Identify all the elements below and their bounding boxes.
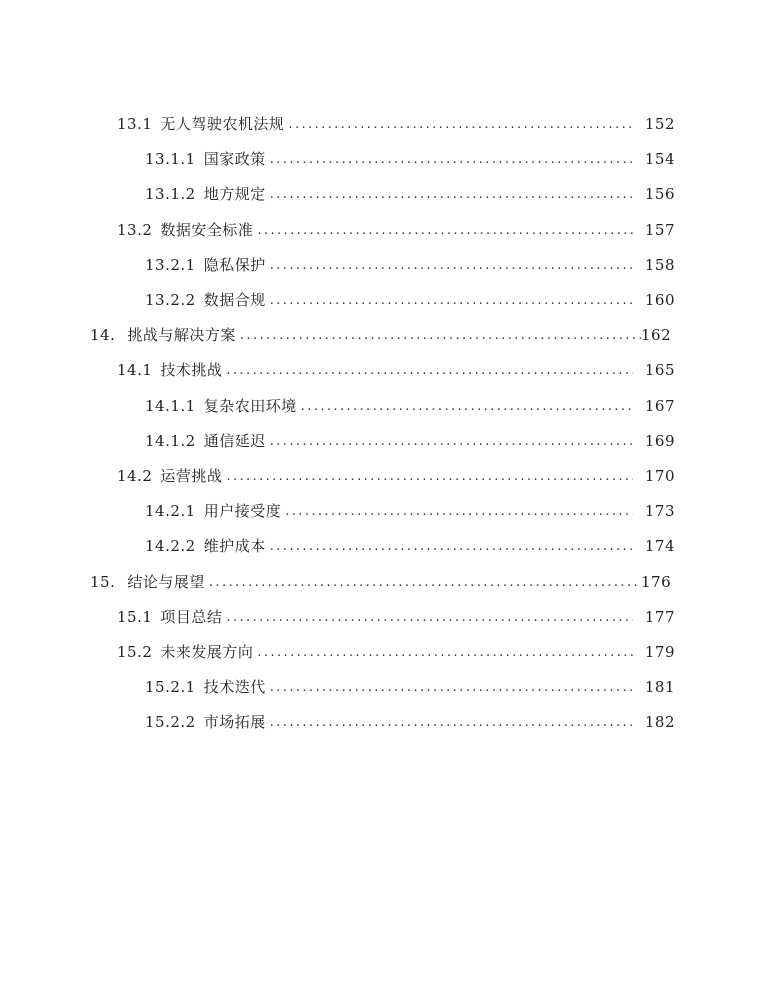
toc-entry[interactable]	[0, 107, 765, 142]
toc-entry-number: 14.1.1	[145, 396, 196, 415]
toc-dot-leader	[270, 716, 633, 729]
toc-dot-leader	[226, 470, 633, 483]
toc-entry[interactable]	[0, 529, 765, 564]
toc-dot-leader	[226, 364, 633, 377]
toc-dot-leader	[270, 153, 633, 166]
toc-entry-page: 177	[644, 607, 675, 626]
toc-entry-number: 14.2.1	[145, 502, 196, 521]
toc-entry-number: 15.2	[117, 642, 153, 661]
toc-entry-page: 174	[644, 537, 675, 556]
toc-dot-leader	[257, 646, 633, 659]
toc-dot-leader	[270, 540, 633, 553]
toc-dot-leader	[270, 294, 633, 307]
toc-entry-page: 162	[641, 326, 672, 345]
toc-entry-title: 数据安全标准	[160, 220, 254, 239]
toc-entry-page: 152	[644, 115, 675, 134]
toc-entry-page: 160	[644, 291, 675, 310]
toc-entry-title: 项目总结	[160, 607, 223, 626]
toc-dot-leader	[209, 576, 641, 589]
toc-entry-title: 通信延迟	[203, 431, 266, 450]
toc-entry-page: 170	[644, 466, 675, 485]
toc-entry[interactable]	[0, 670, 765, 705]
toc-dot-leader	[240, 329, 641, 342]
toc-dot-leader	[226, 611, 633, 624]
toc-entry-title: 维护成本	[203, 537, 266, 556]
toc-entry[interactable]	[0, 389, 765, 424]
toc-entry[interactable]	[0, 142, 765, 177]
toc-entry-page: 182	[644, 713, 675, 732]
toc-entry-page: 165	[644, 361, 675, 380]
toc-entry-title: 复杂农田环境	[203, 396, 297, 415]
toc-dot-leader	[285, 505, 633, 518]
toc-entry[interactable]	[0, 705, 765, 740]
toc-entry-number: 13.2.2	[145, 291, 196, 310]
toc-chapter-entry[interactable]	[0, 564, 765, 599]
toc-entry[interactable]	[0, 248, 765, 283]
toc-entry-number: 14.2	[117, 466, 153, 485]
toc-entry-page: 156	[644, 185, 675, 204]
toc-entry-title: 技术挑战	[160, 361, 223, 380]
toc-entry-number: 13.1	[117, 115, 153, 134]
toc-entry-title: 数据合规	[203, 291, 266, 310]
toc-entry-title: 隐私保护	[203, 255, 266, 274]
toc-dot-leader	[270, 188, 633, 201]
toc-entry-number: 15.	[90, 572, 116, 591]
toc-entry-page: 179	[644, 642, 675, 661]
toc-entry-page: 173	[644, 502, 675, 521]
toc-entry-title: 技术迭代	[203, 678, 266, 697]
toc-entry[interactable]	[0, 213, 765, 248]
toc-entry[interactable]	[0, 459, 765, 494]
toc-entry[interactable]	[0, 177, 765, 212]
toc-entry-number: 15.2.1	[145, 678, 196, 697]
toc-entry-number: 13.2.1	[145, 255, 196, 274]
toc-entry[interactable]	[0, 424, 765, 459]
toc-entry-page: 169	[644, 431, 675, 450]
toc-entry-number: 14.1.2	[145, 431, 196, 450]
toc-entry-number: 14.1	[117, 361, 153, 380]
toc-entry-title: 挑战与解决方案	[127, 326, 236, 345]
toc-entry-number: 13.1.1	[145, 150, 196, 169]
toc-entry-number: 13.2	[117, 220, 153, 239]
toc-entry-title: 地方规定	[203, 185, 266, 204]
toc-entry[interactable]	[0, 600, 765, 635]
toc-dot-leader	[301, 400, 633, 413]
toc-entry-title: 国家政策	[203, 150, 266, 169]
toc-entry[interactable]	[0, 494, 765, 529]
toc-entry-page: 154	[644, 150, 675, 169]
table-of-contents	[0, 107, 765, 740]
toc-entry-page: 167	[644, 396, 675, 415]
toc-entry-page: 158	[644, 255, 675, 274]
toc-chapter-entry[interactable]	[0, 318, 765, 353]
toc-entry-number: 13.1.2	[145, 185, 196, 204]
toc-dot-leader	[270, 681, 633, 694]
toc-entry-title: 市场拓展	[203, 713, 266, 732]
toc-dot-leader	[257, 224, 633, 237]
toc-entry-number: 15.1	[117, 607, 153, 626]
toc-entry[interactable]	[0, 283, 765, 318]
toc-dot-leader	[288, 118, 633, 131]
toc-entry-page: 157	[644, 220, 675, 239]
toc-entry-page: 181	[644, 678, 675, 697]
toc-entry-title: 无人驾驶农机法规	[160, 115, 285, 134]
toc-entry-number: 15.2.2	[145, 713, 196, 732]
toc-entry[interactable]	[0, 353, 765, 388]
toc-entry-title: 未来发展方向	[160, 642, 254, 661]
toc-entry-page: 176	[641, 572, 672, 591]
toc-entry-title: 结论与展望	[127, 572, 205, 591]
toc-entry-number: 14.2.2	[145, 537, 196, 556]
toc-entry[interactable]	[0, 635, 765, 670]
toc-entry-title: 运营挑战	[160, 466, 223, 485]
toc-entry-number: 14.	[90, 326, 116, 345]
toc-dot-leader	[270, 435, 633, 448]
toc-dot-leader	[270, 259, 633, 272]
toc-entry-title: 用户接受度	[203, 502, 282, 521]
